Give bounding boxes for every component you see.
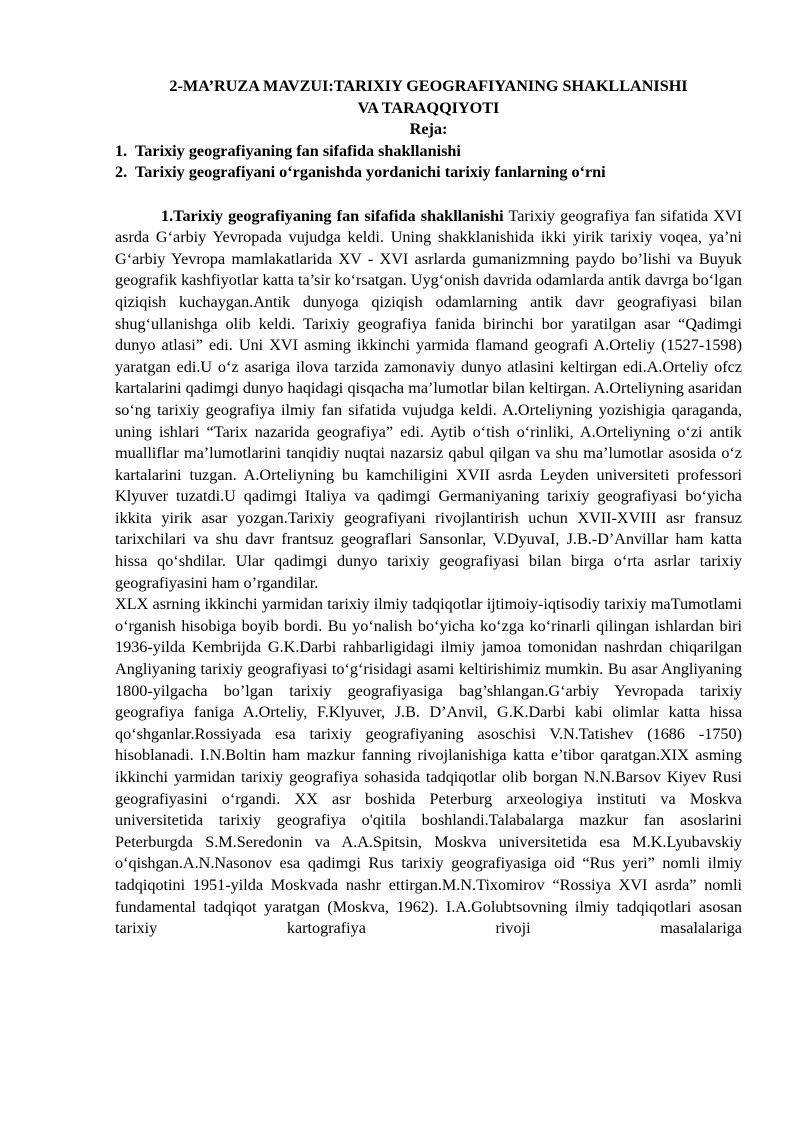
title-line-2: VA TARAQQIYOTI: [357, 98, 500, 117]
paragraph-2-text: XLX asrning ikkinchi yarmidan tarixiy ilmiy tadqiqotlar ijtimoiy-iqtisodiy tarixiy maTumotlami o‘rganish hisobiga boyib bordi. Bu yo‘nalish bo‘yicha ko‘zga ko‘rinarli qilingan ishlardan biri 1936-yilda Kembrijda G.K.Darbi rahbarligidagi ilmiy jamoa tomonidan nashrdan chiqarilgan Angliyaning tarixiy geografiyasi to‘g‘risidagi asami keltirishimiz mumkin. Bu asar Angliyaning 1800-yilgacha bo’lgan tarixiy geografiyasiga bag’shlangan.G‘arbiy Yevropada tarixiy geografiya faniga A.Orteliy, F.Klyuver, J.B. D’Anvil, G.K.Darbi kabi olimlar katta hissa qo‘shganlar.Rossiyada esa tarixiy geografiyaning asoschisi V.N.Tatishev (1686 -1750) hisoblanadi. I.N.Boltin ham mazkur fanning rivojlanishiga katta e’tibor qaratgan.XIX asming ikkinchi yarmidan tarixiy geografiya sohasida tadqiqotlar olib borgan N.N.Barsov Kiyev Rusi geografiyasini o‘rgandi. XX asr boshida Peterburg arxeologiya instituti va Moskva universitetida tarixiy geografiya o'qitila boshlandi.Talabalarga mazkur fan asoslarini Peterburgda S.M.Seredonin va A.A.Spitsin, Moskva universitetida esa M.K.Lyubavskiy o‘qishgan.A.N.Nasonov esa qadimgi Rus tarixiy geografiyasiga oid “Rus yeri” nomli ilmiy tadqiqotini 1951-yilda Moskvada nashr ettirgan.M.N.Tixomirov “Rossiya XVI asrda” nomli fundamental tadqiqot yaratgan (Moskva, 1962). I.A.Golubtsovning ilmiy tadqiqotlari asosan tarixiy kartografiya rivoji masalalariga: [115, 595, 742, 938]
plan-item-number: 1.: [115, 141, 128, 160]
paragraph-1-text: Tarixiy geografiya fan sifatida XVI asrda G‘arbiy Yevropada vujudga keldi. Uning shakklanishida ikki yirik tarixiy voqea, ya’ni G‘arbiy Yevropa mamlakatlarida XV - XVI asrlarda gumanizmning paydo bo’lishi va Buyuk geografik kashfiyotlar katta ta’sir ko‘rsatgan. Uyg‘onish davrida odamlarda antik davrga bo‘lgan qiziqish kuchaygan.Antik dunyoga qiziqish odamlarning antik davr geografiyasi bilan shug‘ullanishga olib keldi. Tarixiy geografiya fanida birinchi bor yaratilgan asar “Qadimgi dunyo atlasi” edi. Uni XVI asming ikkinchi yarmida flamand geografi A.Orteliy (1527-1598) yaratgan edi.U o‘z asariga ilova tarzida zamonaviy dunyo atlasini keltirgan edi.A.Orteliy ofcz kartalarini qadimgi dunyo haqidagi qisqacha ma’lumotlar bilan keltirgan. A.Orteliyning asaridan so‘ng tarixiy geografiya ilmiy fan sifatida vujudga keldi. A.Orteliyning yozishigia qaraganda, uning ishlari “Tarix nazarida geografiya” edi. Aytib o‘tish o‘rinliki, A.Orteliyning o‘zi antik mualliflar ma’lumotlarini tanqidiy nuqtai nazarsiz qabul qilgan va shu ma’lumotlar asosida o‘z kartalarini tuzgan. A.Orteliyning bu kamchiligini XVII asrda Leyden universiteti professori Klyuver tuzatdi.U qadimgi Italiya va qadimgi Germaniyaning tarixiy geografiyasi bo‘yicha ikkita yirik asar yozgan.Tarixiy geografiyani rivojlantirish uchun XVII-XVIII asr fransuz tarixchilari va shu davr frantsuz geograflari Sansonlar, V.DyuvaI, J.B.-D’Anvillar ham katta hissa qo‘shdilar. Ular qadimgi dunyo tarixiy geografiyasi bilan birga o‘rta asrlar tarixiy geografiyasini ham o’rgandilar.: [115, 206, 742, 592]
plan-item-number: 2.: [115, 163, 128, 182]
plan-item-text: Tarixiy geografiyaning fan sifafida shakllanishi: [135, 141, 461, 160]
plan-heading: Reja:: [409, 120, 448, 139]
document-page: [115, 76, 742, 940]
document-title: [115, 76, 742, 141]
paragraph-1: [115, 206, 742, 595]
title-line-1: 2-MA’RUZA MAVZUI:TARIXIY GEOGRAFIYANING SHAKLLANISHI: [169, 77, 688, 95]
blank-line: [115, 184, 742, 206]
paragraph-2: [115, 594, 742, 940]
plan-list: [115, 141, 742, 184]
plan-item: [115, 162, 742, 184]
plan-item: [115, 141, 742, 163]
plan-item-text: Tarixiy geografiyani o‘rganishda yordanichi tarixiy fanlarning o‘rni: [135, 163, 606, 182]
section-1-heading: 1.Tarixiy geografiyaning fan sifafida shakllanishi: [161, 206, 504, 225]
